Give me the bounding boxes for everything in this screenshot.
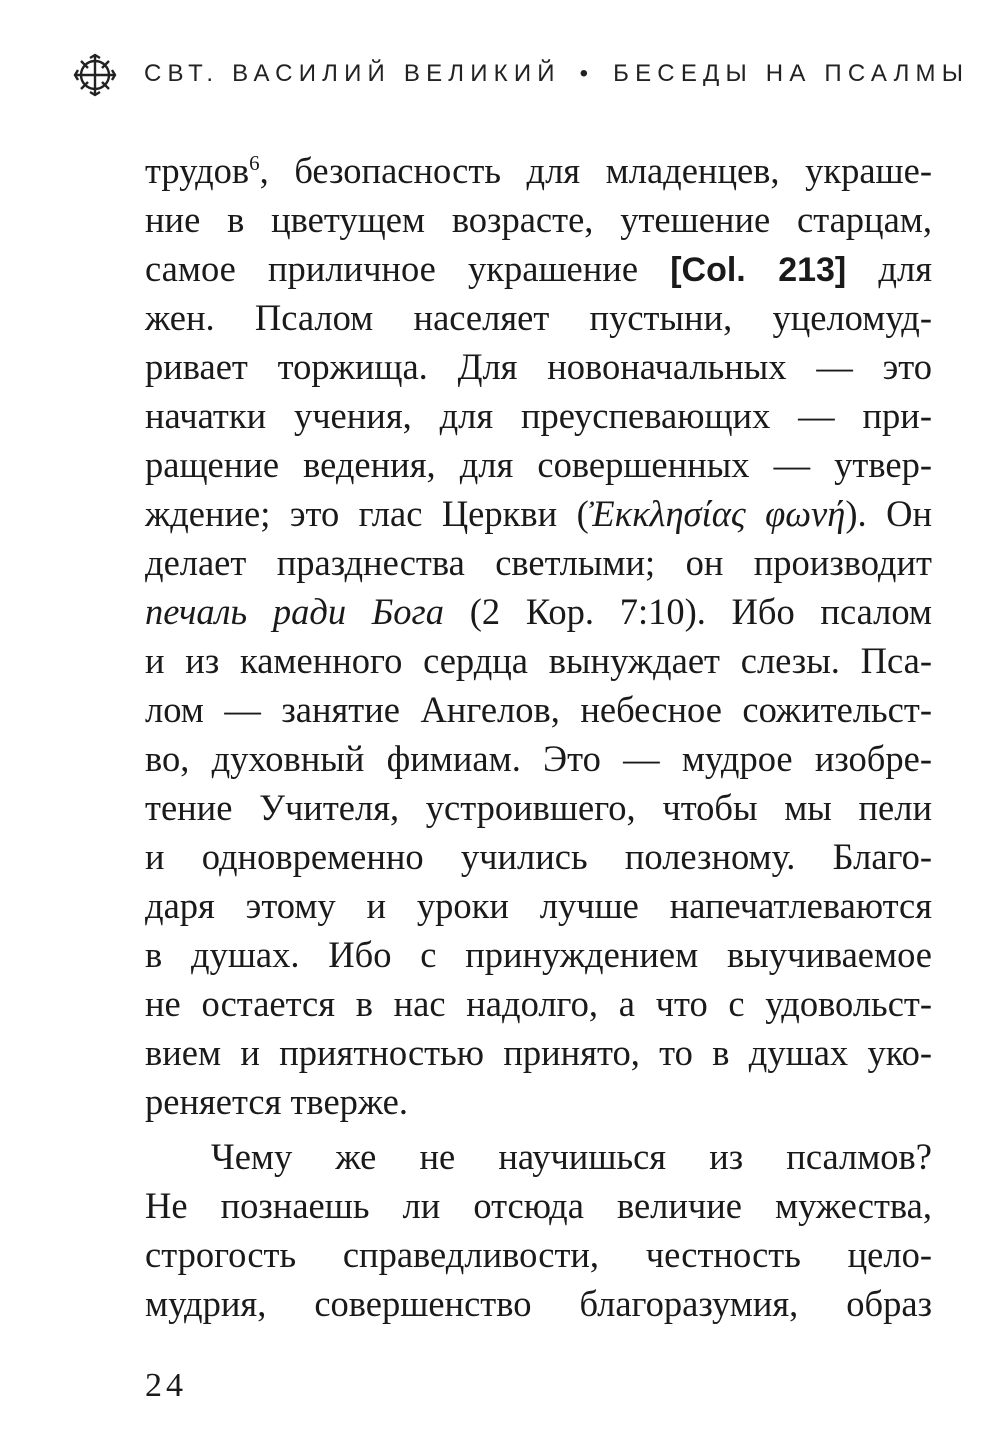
text-segment: ждение; это глас Церкви ( (145, 493, 589, 534)
text-line: Не познаешь ли отсюда величие мужества, (145, 1185, 932, 1226)
text-line: реняется тверже. (145, 1081, 408, 1122)
text-line: и из каменного сердца вынуждает слезы. Пса- (145, 640, 932, 681)
text-segment: трудов (145, 150, 250, 191)
text-line: ращение ведения, для совершенных — утвер- (145, 444, 932, 485)
running-head-author: СВТ. ВАСИЛИЙ ВЕЛИКИЙ (144, 60, 561, 87)
body-text (145, 146, 932, 1328)
text-segment: самое приличное украшение (145, 248, 671, 289)
running-head (144, 60, 969, 88)
text-segment: (2 Кор. 7:10). Ибо псалом (444, 591, 933, 632)
text-line: даря этому и уроки лучше напечатлеваются (145, 885, 932, 926)
text-line: строгость справедливости, честность цело- (145, 1234, 932, 1275)
text-line: делает празднества светлыми; он производит (145, 542, 932, 583)
running-header (72, 52, 970, 100)
text-line: ривает торжища. Для новоначальных — это (145, 346, 932, 387)
text-line: не остается в нас надолго, а что с удовольст- (145, 983, 932, 1024)
text-line: во, духовный фимиам. Это — мудрое изобре- (145, 738, 932, 779)
footnote-marker: 6 (249, 151, 260, 175)
text-line: начатки учения, для преуспевающих — при- (145, 395, 932, 436)
text-segment: , безопасность для младенцев, украше- (259, 150, 932, 191)
text-line: тение Учителя, устроившего, чтобы мы пели (145, 787, 932, 828)
text-line (145, 587, 932, 636)
text-line: лом — занятие Ангелов, небесное сожительст- (145, 689, 932, 730)
greek-phrase: Ἐκκλησίας φωνή (588, 493, 846, 534)
text-segment: для (846, 248, 932, 289)
text-line (145, 146, 932, 195)
text-segment: ). Он (845, 493, 932, 534)
running-head-title: БЕСЕДЫ НА ПСАЛМЫ (613, 60, 970, 87)
text-line: ние в цветущем возрасте, утешение старцам, (145, 199, 932, 240)
text-line: мудрия, совершенство благоразумия, образ (145, 1283, 932, 1324)
page-number: 24 (145, 1367, 187, 1404)
column-reference: [Col. 213] (670, 251, 847, 289)
running-head-separator: • (579, 60, 595, 87)
text-line: и одновременно учились полезному. Благо- (145, 836, 932, 877)
italic-quote: печаль ради Бога (145, 591, 445, 632)
text-line (145, 489, 932, 538)
text-line: Чему же не научишься из псалмов? (211, 1136, 932, 1177)
text-line: в душах. Ибо с принуждением выучиваемое (145, 934, 932, 975)
text-line (145, 244, 932, 293)
cross-ornament-icon (72, 52, 118, 98)
text-line: вием и приятностью принято, то в душах уко- (145, 1032, 932, 1073)
text-line: жен. Псалом населяет пустыни, уцеломуд- (145, 297, 932, 338)
